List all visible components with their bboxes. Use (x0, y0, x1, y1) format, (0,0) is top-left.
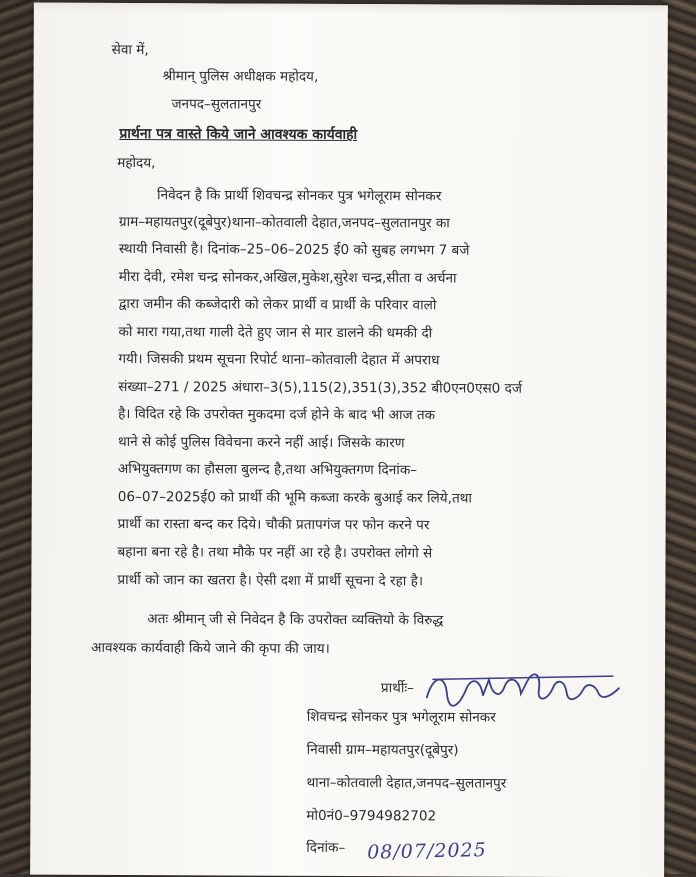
subject-line: प्रार्थना पत्र वास्ते किये जाने आवश्यक कार्यवाही (119, 125, 358, 144)
signature (423, 667, 623, 712)
body-line: को मारा गया,तथा गाली देते हुए जान से मार डालने की धमकी दी (118, 323, 433, 342)
body-line: ग्राम–महायतपुर(दूबेपुर)थाना–कोतवाली देहात,जनपद–सुलतानपुर का (118, 213, 450, 232)
paper-edge-shade (34, 3, 668, 16)
sender-line: शिवचन्द्र सोनकर पुत्र भगेलूराम सोनकर (306, 708, 496, 726)
body-line: निवेदन है कि प्रार्थी शिवचन्द्र सोनकर पुत्र भगेलूराम सोनकर (157, 187, 442, 205)
sender-line: थाना–कोतवाली देहात,जनपद–सुलतानपुर (306, 774, 507, 792)
body-line: प्रार्थी का रास्ता बन्द कर दिये। चौकी प्रतापगंज पर फोन करने पर (117, 515, 430, 534)
applicant-label: प्रार्थीः– (380, 680, 414, 697)
body-line: संख्या–271 / 2025 अंधारा–3(5),115(2),351(3),352 बी0एन0एस0 दर्ज (118, 378, 522, 397)
body-line: अभियुक्तगण का हौसला बुलन्द है,तथा अभियुक्तगण दिनांक– (117, 460, 418, 479)
salutation-to: सेवा में, (111, 41, 149, 59)
body-line: 06–07–2025ई0 को प्रार्थी की भूमि कब्जा करके बुआई कर लिये,तथा (117, 488, 472, 507)
body-line: थाने से कोई पुलिस विवेचना करने नहीं आई। जिसके कारण (117, 433, 405, 452)
sender-phone: मो0नं0–9794982702 (306, 807, 437, 825)
body-line: बहाना बना रहे है। तथा मौके पर नहीं आ रहे है। उपरोक्त लोगो से (117, 543, 433, 562)
closing-line: अतः श्रीमान् जी से निवेदन है कि उपरोक्त व्यक्तियो के विरुद्ध (147, 611, 444, 629)
handwritten-date: 08/07/2025 (366, 839, 487, 864)
closing-line: आवश्यक कार्यवाही किये जाने की कृपा की जाय। (91, 639, 330, 657)
greeting: महोदय, (117, 154, 156, 172)
body-line: प्रार्थी को जान का खतरा है। ऐसी दशा में प्रार्थी सूचना दे रहा है। (117, 571, 424, 590)
recipient-title: श्रीमान् पुलिस अधीक्षक महोदय, (162, 68, 319, 85)
sender-line: निवासी ग्राम–महायतपुर(दूबेपुर) (306, 741, 459, 759)
body-line: मीरा देवी, रमेश चन्द्र सोनकर,अखिल,मुकेश,सुरेश चन्द्र,सीता व अर्चना (118, 268, 457, 287)
body-line: गयी। जिसकी प्रथम सूचना रिपोर्ट थाना–कोतवाली देहात में अपराध (118, 350, 440, 369)
recipient-district: जनपद–सुलतानपुर (171, 96, 262, 113)
body-line: द्वारा जमीन की कब्जेदारी को लेकर प्रार्थी व प्रार्थी के परिवार वालो (118, 295, 437, 314)
letter-page (30, 3, 668, 877)
date-label: दिनांक– (306, 839, 346, 856)
body-line: है। विदित रहे कि उपरोक्त मुकदमा दर्ज होने के बाद भी आज तक (118, 405, 436, 424)
body-line: स्थायी निवासी है। दिनांक–25–06–2025 ई0 को सुबह लगभग 7 बजे (118, 240, 470, 259)
